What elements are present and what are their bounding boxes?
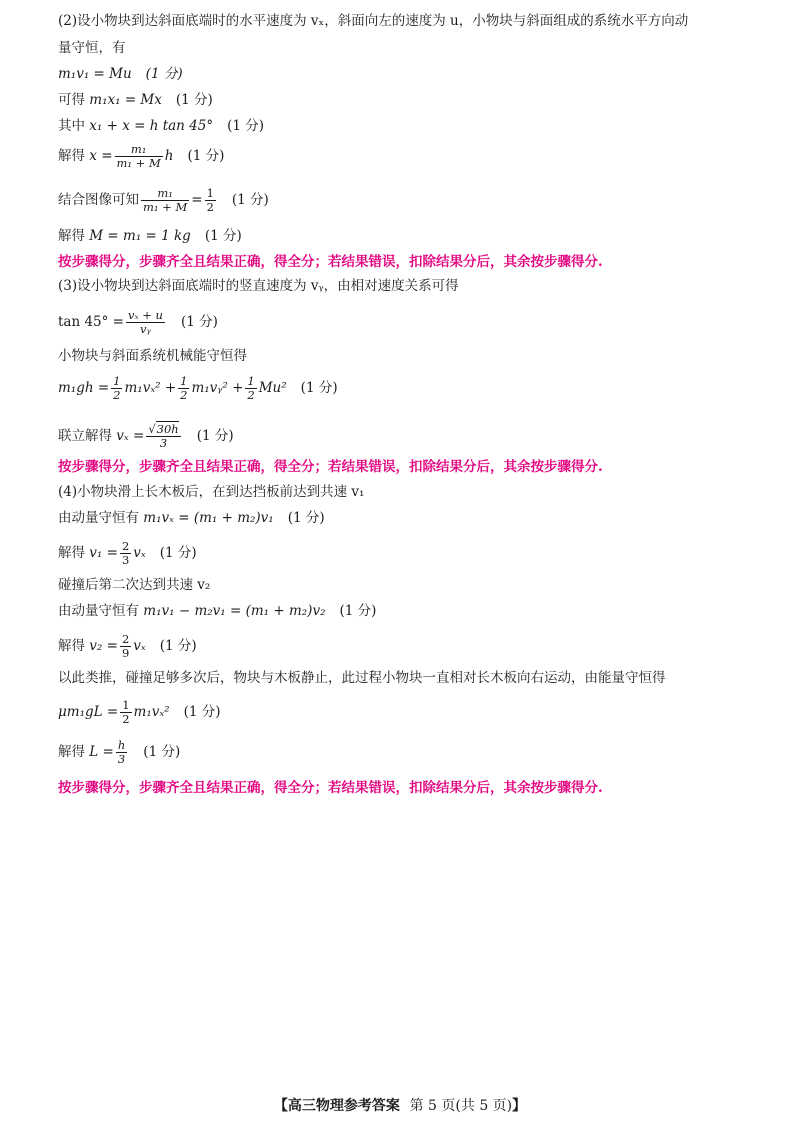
score-label: (1 分)	[339, 603, 377, 619]
fraction-numerator: m₁	[115, 143, 163, 157]
fraction-denominator: m₁ + M	[116, 156, 161, 170]
fraction-denominator: 2	[122, 712, 130, 726]
equation-prefix: 解得	[58, 744, 85, 760]
p4-intro: (4)小物块滑上长木板后，在到达挡板前达到共速 v₁	[58, 484, 365, 500]
p4-equation-5	[58, 699, 221, 726]
fraction	[178, 375, 189, 402]
equation-tail: h	[164, 148, 174, 164]
equation-part: m₁vᵧ² +	[191, 380, 244, 396]
equation-text: m₁vₓ = (m₁ + m₂)v₁	[143, 510, 274, 526]
equation-text: m₁x₁ = Mx	[89, 92, 162, 108]
equation-lhs: v₂ =	[89, 638, 118, 654]
p2-equation-3	[58, 117, 264, 135]
fraction-numerator: 1	[122, 698, 130, 712]
fraction-denominator: 2	[247, 388, 255, 402]
equation-prefix: 由动量守恒有	[58, 603, 139, 619]
equation-lhs: μm₁gL =	[58, 704, 119, 720]
equation-tail: m₁vₓ²	[133, 704, 170, 720]
p2-equation-5	[58, 187, 269, 214]
p4-equation-4	[58, 633, 197, 660]
p2-equation-1	[58, 65, 183, 83]
fraction	[120, 540, 131, 567]
fraction-denominator: 3	[159, 436, 168, 450]
p3-scoring-note: 按步骤得分，步骤齐全且结果正确，得全分；若结果错误，扣除结果分后，其余按步骤得分.	[58, 459, 603, 475]
fraction-denominator: 3	[117, 752, 126, 766]
fraction	[120, 699, 131, 726]
fraction-denominator: 2	[113, 388, 121, 402]
fraction	[141, 187, 189, 214]
equation-lhs: vₓ =	[116, 428, 145, 444]
p4-equation-1	[58, 509, 325, 527]
score-label: (1 分)	[143, 744, 181, 760]
fraction-numerator: m₁	[141, 187, 189, 201]
p2-equation-2	[58, 91, 213, 109]
p3-intro: (3)设小物块到达斜面底端时的竖直速度为 vᵧ，由相对速度关系可得	[58, 278, 459, 294]
equation-prefix: 其中	[58, 118, 85, 134]
equation-part: Mu²	[258, 380, 287, 396]
score-label: (1 分)	[231, 192, 269, 208]
fraction-numerator: 1	[247, 374, 255, 388]
equation-prefix: 可得	[58, 92, 85, 108]
fraction-numerator: 1	[206, 186, 214, 200]
fraction	[116, 739, 127, 766]
fraction	[245, 375, 256, 402]
score-label: (1 分)	[180, 314, 218, 330]
equation-part: m₁gh =	[58, 380, 110, 396]
equation-lhs: tan 45° =	[58, 314, 124, 330]
p4-reason-text: 以此类推，碰撞足够多次后，物块与木板静止，此过程小物块一直相对长木板向右运动，由能量守恒得	[58, 670, 666, 686]
p2-intro-line-2: 量守恒，有	[58, 40, 126, 56]
radicand: 30h	[156, 422, 179, 436]
p3-energy-text: 小物块与斜面系统机械能守恒得	[58, 348, 247, 364]
fraction-numerator: 1	[180, 374, 188, 388]
score-label: (1 分)	[183, 704, 221, 720]
score-label: (1 分)	[287, 510, 325, 526]
p4-equation-2	[58, 540, 197, 567]
fraction-denominator: 3	[121, 553, 130, 567]
fraction-denominator: 9	[121, 646, 130, 660]
equation-text: x₁ + x = h tan 45°	[89, 118, 214, 134]
footer-title: 【高三物理参考答案	[273, 1098, 400, 1114]
score-label: (1 分)	[159, 638, 197, 654]
fraction-numerator: 1	[113, 374, 121, 388]
fraction	[115, 143, 163, 170]
fraction	[146, 423, 180, 450]
p4-scoring-note: 按步骤得分，步骤齐全且结果正确，得全分；若结果错误，扣除结果分后，其余按步骤得分.	[58, 780, 603, 796]
score-label: (1 分)	[227, 118, 265, 134]
p2-equation-4	[58, 143, 224, 170]
fraction-numerator: √30h	[148, 422, 179, 436]
fraction	[205, 187, 216, 214]
fraction-denominator: m₁ + M	[143, 200, 188, 214]
fraction	[126, 309, 165, 336]
equation-prefix: 解得	[58, 228, 85, 244]
equation-prefix: 解得	[58, 545, 85, 561]
equation-text: m₁v₁ − m₂v₁ = (m₁ + m₂)v₂	[143, 603, 326, 619]
score-label: (1 分)	[175, 92, 213, 108]
footer-bracket: 】	[512, 1098, 527, 1114]
fraction	[111, 375, 122, 402]
equation-lhs: v₁ =	[89, 545, 118, 561]
fraction-numerator: 2	[121, 632, 130, 646]
score-label: (1 分)	[159, 545, 197, 561]
equation-lhs: x =	[89, 148, 113, 164]
equation-lhs: L =	[89, 744, 114, 760]
p4-equation-6	[58, 739, 180, 766]
p2-scoring-note: 按步骤得分，步骤齐全且结果正确，得全分；若结果错误，扣除结果分后，其余按步骤得分.	[58, 254, 603, 270]
score-label: (1 分)	[204, 228, 242, 244]
p2-equation-6	[58, 227, 242, 245]
page-number: 第 5 页(共 5 页)	[409, 1098, 513, 1114]
equation-prefix: 解得	[58, 638, 85, 654]
equation-tail: vₓ	[133, 545, 146, 561]
fraction	[120, 633, 131, 660]
fraction-numerator: h	[117, 738, 126, 752]
page-footer	[0, 1097, 800, 1115]
p3-equation-1	[58, 309, 218, 336]
score-label: (1 分)	[196, 428, 234, 444]
equation-text: M = m₁ = 1 kg	[89, 228, 191, 244]
p3-equation-3	[58, 423, 234, 450]
equation-prefix: 由动量守恒有	[58, 510, 139, 526]
p2-intro-line-1: (2)设小物块到达斜面底端时的水平速度为 vₓ，斜面向左的速度为 u，小物块与斜面组成的系统水平方向动	[58, 13, 689, 29]
score-label: (1 分)	[145, 66, 183, 82]
score-label: (1 分)	[187, 148, 225, 164]
fraction-numerator: 2	[121, 539, 130, 553]
equation-text: m₁v₁ = Mu	[58, 66, 132, 82]
score-label: (1 分)	[300, 380, 338, 396]
fraction-numerator: vₓ + u	[128, 308, 163, 322]
equation-tail: vₓ	[133, 638, 146, 654]
fraction-denominator: 2	[180, 388, 188, 402]
equation-prefix: 结合图像可知	[58, 192, 139, 208]
fraction-denominator: 2	[206, 200, 214, 214]
equals-sign: =	[191, 192, 203, 208]
fraction-denominator: vᵧ	[140, 322, 151, 336]
p4-collide-text: 碰撞后第二次达到共速 v₂	[58, 577, 211, 593]
equation-prefix: 解得	[58, 148, 85, 164]
equation-part: m₁vₓ² +	[124, 380, 177, 396]
equation-prefix: 联立解得	[58, 428, 112, 444]
p4-equation-3	[58, 602, 376, 620]
p3-equation-2	[58, 375, 338, 402]
